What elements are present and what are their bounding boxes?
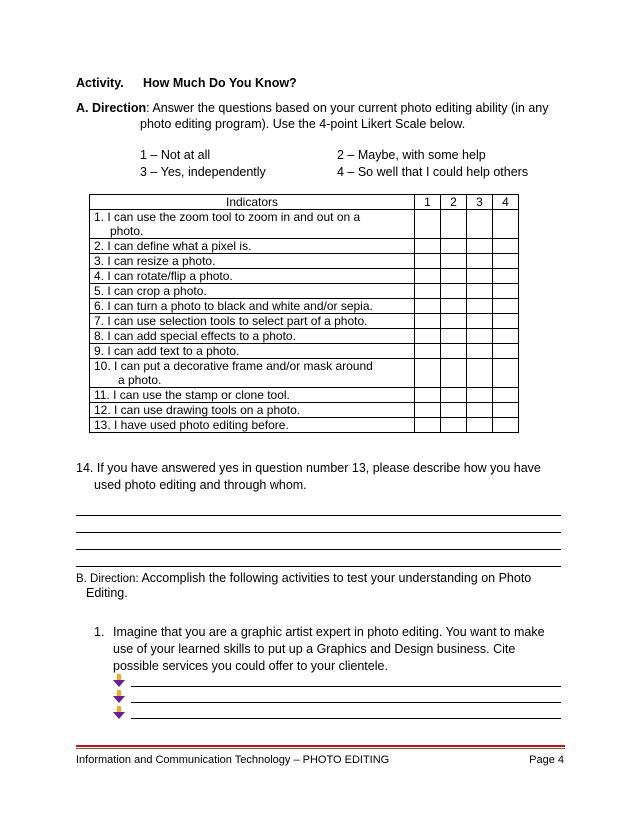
indicator-cell: [90, 359, 415, 388]
table-row: [90, 299, 519, 314]
activity-label: Activity.: [76, 76, 124, 90]
activity-title: How Much Do You Know?: [143, 76, 297, 90]
table-row: [90, 284, 519, 299]
score-cell[interactable]: [415, 403, 441, 418]
item-1-line1: Imagine that you are a graphic artist expert in photo editing. You want to make: [113, 625, 545, 639]
score-cell[interactable]: [467, 403, 493, 418]
indicator-cell: 13. I have used photo editing before.: [90, 418, 415, 433]
indicator-cell: 7. I can use selection tools to select part of a photo.: [90, 314, 415, 329]
score-cell[interactable]: [415, 344, 441, 359]
indicator-cell: 5. I can crop a photo.: [90, 284, 415, 299]
score-cell[interactable]: [415, 299, 441, 314]
direction-a-label: A. Direction: [76, 101, 147, 115]
page-number: Page 4: [529, 754, 564, 766]
score-cell[interactable]: [467, 329, 493, 344]
score-cell[interactable]: [441, 314, 467, 329]
table-row: [90, 329, 519, 344]
direction-b-text-line2: Editing.: [86, 586, 128, 600]
score-cell[interactable]: [415, 359, 441, 388]
score-cell[interactable]: [467, 314, 493, 329]
score-cell[interactable]: [415, 388, 441, 403]
table-row: [90, 403, 519, 418]
indicator-text-cont: a photo.: [118, 373, 162, 387]
question-14-line2: used photo editing and through whom.: [94, 478, 307, 492]
score-cell[interactable]: [441, 239, 467, 254]
score-cell[interactable]: [493, 314, 519, 329]
score-cell[interactable]: [467, 269, 493, 284]
score-cell[interactable]: [467, 344, 493, 359]
score-cell[interactable]: [415, 254, 441, 269]
score-cell[interactable]: [467, 359, 493, 388]
indicator-cell: 9. I can add text to a photo.: [90, 344, 415, 359]
table-row: [90, 418, 519, 433]
score-cell[interactable]: [467, 388, 493, 403]
scale-item-2: 2 – Maybe, with some help: [337, 148, 486, 162]
table-header-row: [90, 195, 519, 210]
score-cell[interactable]: [441, 269, 467, 284]
answer-line[interactable]: [131, 718, 561, 719]
direction-b-text-line1: Accomplish the following activities to test your understanding on Photo: [141, 571, 532, 585]
score-cell[interactable]: [415, 269, 441, 284]
indicators-table: [89, 194, 519, 433]
answer-line[interactable]: [76, 515, 561, 516]
header-indicators: Indicators: [90, 195, 415, 210]
indicator-cell: 3. I can resize a photo.: [90, 254, 415, 269]
score-cell[interactable]: [493, 344, 519, 359]
direction-b: [76, 571, 531, 585]
indicator-cell: 11. I can use the stamp or clone tool.: [90, 388, 415, 403]
score-cell[interactable]: [441, 388, 467, 403]
score-cell[interactable]: [441, 403, 467, 418]
item-1-line2: use of your learned skills to put up a Graphics and Design business. Cite: [113, 642, 516, 656]
indicator-cell: 2. I can define what a pixel is.: [90, 239, 415, 254]
footer-rule: [76, 745, 565, 747]
indicator-cell: 8. I can add special effects to a photo.: [90, 329, 415, 344]
scale-item-1: 1 – Not at all: [140, 148, 211, 162]
table-row: [90, 388, 519, 403]
footer-rule-thin: [76, 748, 565, 749]
score-cell[interactable]: [441, 329, 467, 344]
score-cell[interactable]: [441, 254, 467, 269]
header-score-3: 3: [467, 195, 493, 210]
indicator-cell: 6. I can turn a photo to black and white and/or sepia.: [90, 299, 415, 314]
score-cell[interactable]: [467, 239, 493, 254]
header-score-2: 2: [441, 195, 467, 210]
score-cell[interactable]: [441, 299, 467, 314]
indicator-text: 1. I can use the zoom tool to zoom in and out on a: [94, 210, 361, 224]
scale-item-4: 4 – So well that I could help others: [337, 165, 529, 179]
direction-a: [76, 101, 566, 115]
score-cell[interactable]: [415, 239, 441, 254]
indicator-text-cont: photo.: [110, 224, 144, 238]
table-row: [90, 314, 519, 329]
answer-line[interactable]: [76, 566, 561, 567]
score-cell[interactable]: [441, 284, 467, 299]
score-cell[interactable]: [441, 359, 467, 388]
score-cell[interactable]: [441, 344, 467, 359]
score-cell[interactable]: [493, 239, 519, 254]
table-row: [90, 239, 519, 254]
item-1-line3: possible services you could offer to your clientele.: [113, 659, 388, 673]
score-cell[interactable]: [493, 403, 519, 418]
score-cell[interactable]: [467, 284, 493, 299]
score-cell[interactable]: [493, 418, 519, 433]
answer-line[interactable]: [131, 702, 561, 703]
score-cell[interactable]: [493, 329, 519, 344]
score-cell[interactable]: [467, 210, 493, 239]
indicator-text: 10. I can put a decorative frame and/or mask around: [94, 359, 373, 373]
score-cell[interactable]: [415, 210, 441, 239]
score-cell[interactable]: [467, 254, 493, 269]
score-cell[interactable]: [467, 299, 493, 314]
table-row: [90, 344, 519, 359]
answer-line[interactable]: [76, 532, 561, 533]
down-arrow-bullet-icon: [113, 690, 125, 703]
header-score-1: 1: [415, 195, 441, 210]
down-arrow-bullet-icon: [113, 674, 125, 687]
table-row: [90, 210, 519, 239]
direction-b-label: B. Direction:: [76, 573, 139, 585]
item-1-number: 1.: [94, 625, 105, 639]
indicator-cell: [90, 210, 415, 239]
indicator-cell: 4. I can rotate/flip a photo.: [90, 269, 415, 284]
answer-line[interactable]: [76, 549, 561, 550]
answer-line[interactable]: [131, 686, 561, 687]
down-arrow-bullet-icon: [113, 706, 125, 719]
footer-title: Information and Communication Technology – PHOTO EDITING: [76, 754, 390, 766]
table-row: [90, 254, 519, 269]
score-cell[interactable]: [441, 210, 467, 239]
score-cell[interactable]: [493, 210, 519, 239]
question-14-line1: 14. If you have answered yes in question number 13, please describe how you have: [76, 461, 541, 475]
score-cell[interactable]: [415, 329, 441, 344]
score-cell[interactable]: [493, 284, 519, 299]
table-row: [90, 269, 519, 284]
score-cell[interactable]: [441, 418, 467, 433]
indicator-cell: 12. I can use drawing tools on a photo.: [90, 403, 415, 418]
direction-a-text-line2: photo editing program). Use the 4-point Likert Scale below.: [140, 117, 466, 131]
scale-item-3: 3 – Yes, independently: [140, 165, 266, 179]
score-cell[interactable]: [493, 388, 519, 403]
score-cell[interactable]: [415, 314, 441, 329]
score-cell[interactable]: [493, 299, 519, 314]
score-cell[interactable]: [493, 359, 519, 388]
score-cell[interactable]: [493, 269, 519, 284]
table-row: [90, 359, 519, 388]
score-cell[interactable]: [415, 284, 441, 299]
direction-a-text-line1: : Answer the questions based on your current photo editing ability (in any: [146, 101, 549, 115]
score-cell[interactable]: [493, 254, 519, 269]
score-cell[interactable]: [415, 418, 441, 433]
score-cell[interactable]: [467, 418, 493, 433]
header-score-4: 4: [493, 195, 519, 210]
